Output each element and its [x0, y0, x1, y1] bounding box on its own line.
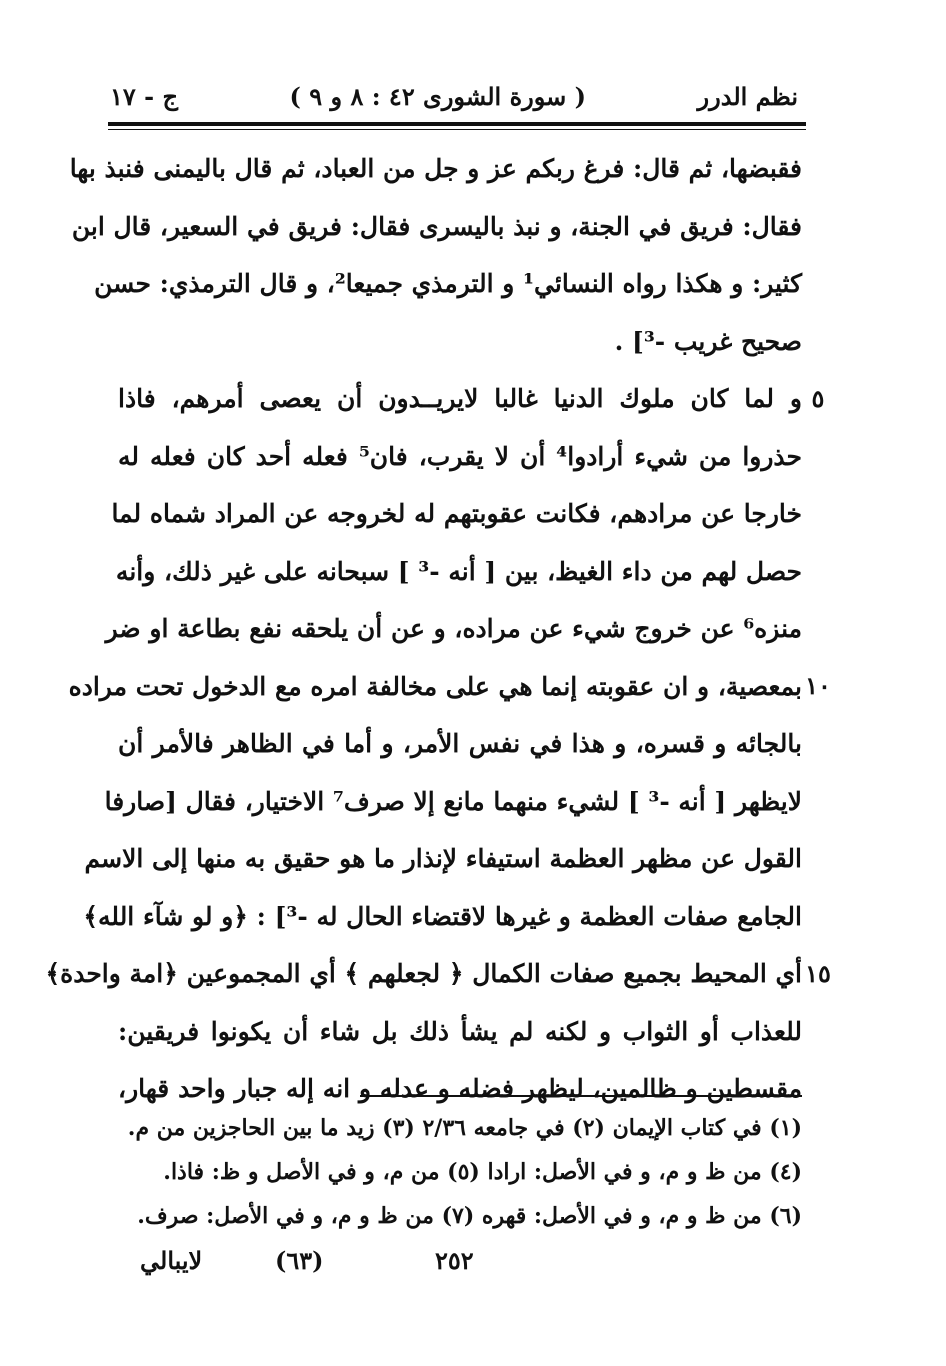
page-number: ٢٥٢ [435, 1246, 474, 1275]
book-title: نظم الدرر [697, 81, 798, 111]
text-line: بالجائه و قسره، و هذا في نفس الأمر، و أما في الظاهر فالأمر أن [118, 729, 802, 758]
header-rule-thin [108, 129, 806, 130]
footnote-rule [360, 1095, 802, 1097]
text-line: خارجا عن مرادهم، فكانت عقوبتهم له لخروجه عن المراد شماه لما [111, 499, 802, 528]
text-line: الجامع صفات العظمة و غيرها لاقتضاء الحال له -³] : ﴿و لو شآء الله﴾ [83, 901, 802, 931]
text-line: للعذاب أو الثواب و لكنه لم يشأ ذلك بل شاء أن يكونوا فريقين: [118, 1016, 802, 1046]
text-line: حذروا من شيء أرادوا⁴ أن لا يقرب، فان⁵ فعله أحد كان فعله له [118, 441, 803, 471]
text-line: فقبضها، ثم قال: فرغ ربكم عز و جل من العباد، ثم قال باليمنى فنبذ بها [69, 154, 802, 183]
text-line: حصل لهم من داء الغيظ، بين [ أنه -³ ] سبحانه على غير ذلك، وأنه [115, 556, 802, 586]
main-text [45, 140, 803, 1118]
text-line: مقسطين و ظالمين، ليظهر فضله و عدله و انه إله جبار واحد قهار، [118, 1074, 802, 1103]
page-footer [140, 1246, 620, 1286]
catchword: لايبالي [140, 1246, 203, 1275]
header-rule [108, 122, 806, 126]
text-line: صحيح غريب -³] . [614, 326, 802, 356]
volume-number: ج - ١٧ [110, 81, 178, 111]
line-number: ١٥ [805, 959, 831, 988]
text-line: منزه⁶ عن خروج شيء عن مراده، و عن أن يلحقه نفع بطاعة او ضر [105, 614, 802, 643]
line-number: ١٠ [805, 671, 831, 700]
text-line: فقال: فريق في الجنة، و نبذ باليسرى فقال: فريق في السعير، قال ابن [71, 211, 802, 241]
footnote-line: (٦) من ظ و م، و في الأصل: قهره (٧) من ظ و م، و في الأصل: صرف. [137, 1203, 802, 1229]
text-line: و لما كان ملوك الدنيا غالبا لايريــدون أن يعصى أمرهم، فاذا [118, 384, 802, 413]
text-line: أي المحيط بجميع صفات الكمال ﴿ لجعلهم ﴾ أي المجموعين ﴿امة واحدة﴾ [45, 959, 802, 988]
text-line: القول عن مظهر العظمة استيفاء لإنذار ما هو حقيق به منها إلى الاسم [84, 844, 802, 873]
footnote-line: (١) في كتاب الإيمان (٢) في جامعه ٢/٣٦ (٣) زيد ما بين الحاجزين من م. [127, 1115, 802, 1141]
footnotes [118, 1106, 802, 1238]
signature-mark: (٦٣) [275, 1246, 324, 1275]
line-number: ٥ [811, 384, 825, 413]
text-line: كثير: و هكذا رواه النسائي¹ و الترمذي جميعا²، و قال الترمذي: حسن [94, 269, 802, 298]
text-line: بمعصية، و ان عقوبته إنما هي على مخالفة امره مع الدخول تحت مراده [68, 671, 802, 701]
running-header [110, 74, 798, 118]
footnote-line: (٤) من ظ و م، و في الأصل: ارادا (٥) من م، و في الأصل و ظ: فاذا. [163, 1159, 802, 1185]
sura-reference: ( سورة الشورى ٤٢ : ٨ و ٩ ) [289, 81, 586, 111]
text-line: لايظهر [ أنه -³ ] لشيء منهما مانع إلا صرف⁷ الاختيار، فقال [صارفا [104, 786, 802, 816]
